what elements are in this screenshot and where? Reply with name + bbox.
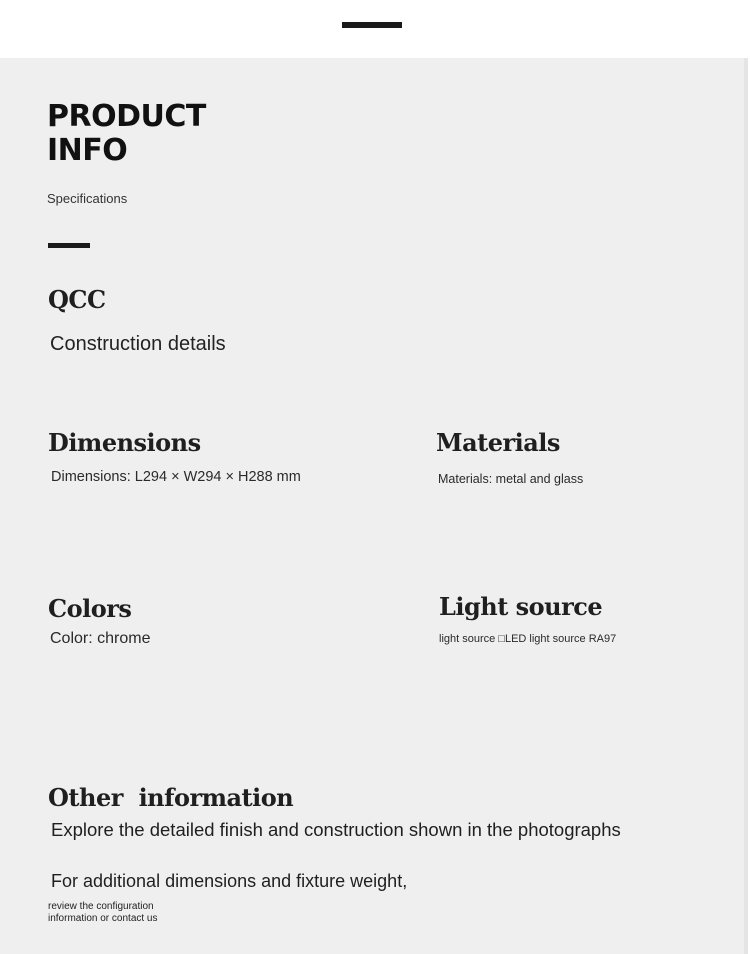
colors-heading: Colors — [48, 594, 132, 623]
section-divider — [48, 243, 90, 248]
light-source-heading: Light source — [439, 592, 603, 621]
other-note-line2: information or contact us — [48, 913, 158, 924]
top-divider — [342, 22, 402, 28]
top-bar — [0, 0, 750, 58]
other-information-line1: Explore the detailed finish and construction shown in the photographs — [51, 819, 621, 840]
qcc-heading: QCC — [48, 285, 106, 314]
page-subtitle: Specifications — [47, 191, 128, 206]
construction-details-text: Construction details — [50, 333, 226, 355]
other-note-line1: review the configuration — [48, 901, 154, 912]
page-title-line2: INFO — [47, 133, 128, 168]
light-source-value: light source □LED light source RA97 — [439, 633, 617, 645]
other-information-line2: For additional dimensions and fixture weight, — [51, 871, 408, 891]
dimensions-heading: Dimensions — [48, 428, 201, 457]
page-title-line1: PRODUCT — [47, 99, 206, 134]
dimensions-value: Dimensions: L294 × W294 × H288 mm — [51, 469, 301, 485]
materials-value: Materials: metal and glass — [438, 472, 584, 486]
materials-heading: Materials — [436, 428, 560, 457]
colors-value: Color: chrome — [50, 630, 151, 647]
other-information-heading: Other information — [48, 783, 294, 812]
other-information-note — [48, 901, 198, 925]
page-title — [47, 100, 307, 168]
